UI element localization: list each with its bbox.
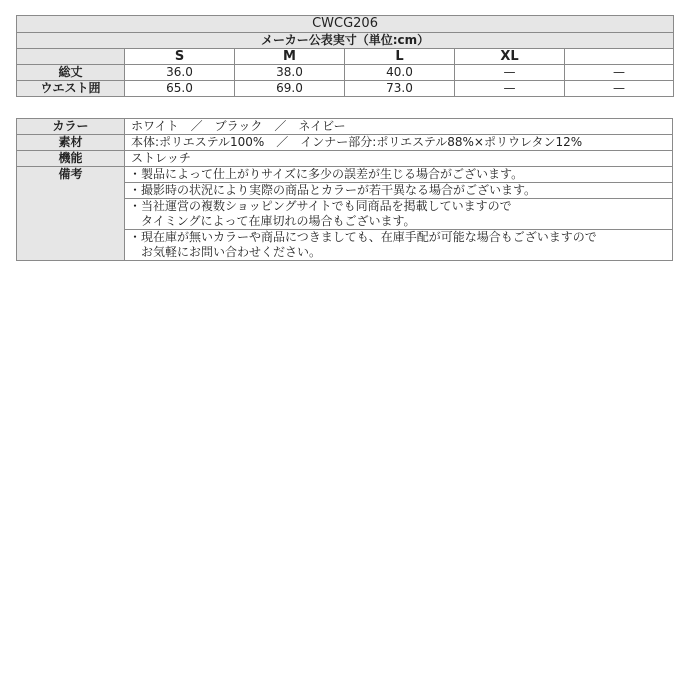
size-header-xl: XL bbox=[455, 49, 565, 65]
table-row bbox=[17, 81, 674, 97]
function-value: ストレッチ bbox=[125, 151, 673, 167]
note-line: ・撮影時の状況により実際の商品とカラーが若干異なる場合がございます。 bbox=[129, 183, 537, 197]
note-line-continued: お気軽にお問い合わせください。 bbox=[129, 245, 322, 259]
size-header-blank bbox=[565, 49, 674, 65]
cell-waist-m: 69.0 bbox=[235, 81, 345, 97]
cell-length-extra: — bbox=[565, 65, 674, 81]
table-row bbox=[17, 65, 674, 81]
row-label-waist: ウエスト囲 bbox=[17, 81, 125, 97]
table-row bbox=[17, 167, 673, 183]
table-row bbox=[17, 151, 673, 167]
table-row bbox=[17, 119, 673, 135]
cell-waist-extra: — bbox=[565, 81, 674, 97]
product-code: CWCG206 bbox=[17, 16, 674, 33]
note-item bbox=[125, 199, 673, 230]
size-table bbox=[16, 15, 674, 97]
cell-waist-s: 65.0 bbox=[125, 81, 235, 97]
material-label: 素材 bbox=[17, 135, 125, 151]
note-line: ・当社運営の複数ショッピングサイトでも同商品を掲載していますので bbox=[129, 199, 512, 213]
note-line-continued: タイミングによって在庫切れの場合もございます。 bbox=[129, 214, 416, 228]
size-header-row bbox=[17, 49, 674, 65]
cell-length-s: 36.0 bbox=[125, 65, 235, 81]
size-table-subtitle: メーカー公表実寸（単位:cm） bbox=[17, 33, 674, 49]
row-label-length: 総丈 bbox=[17, 65, 125, 81]
table-row bbox=[17, 135, 673, 151]
note-item bbox=[125, 183, 673, 199]
color-label: カラー bbox=[17, 119, 125, 135]
note-item bbox=[125, 230, 673, 261]
notes-label: 備考 bbox=[17, 167, 125, 261]
size-header-corner bbox=[17, 49, 125, 65]
cell-length-l: 40.0 bbox=[345, 65, 455, 81]
cell-length-m: 38.0 bbox=[235, 65, 345, 81]
size-header-s: S bbox=[125, 49, 235, 65]
size-header-m: M bbox=[235, 49, 345, 65]
color-value: ホワイト ／ ブラック ／ ネイビー bbox=[125, 119, 673, 135]
cell-waist-l: 73.0 bbox=[345, 81, 455, 97]
note-line: ・現在庫が無いカラーや商品につきましても、在庫手配が可能な場合もございますので bbox=[129, 230, 597, 244]
function-label: 機能 bbox=[17, 151, 125, 167]
note-item bbox=[125, 167, 673, 183]
material-value: 本体:ポリエステル100% ／ インナー部分:ポリエステル88%×ポリウレタン12% bbox=[125, 135, 673, 151]
note-line: ・製品によって仕上がりサイズに多少の誤差が生じる場合がございます。 bbox=[129, 167, 524, 181]
cell-length-xl: — bbox=[455, 65, 565, 81]
spec-table bbox=[16, 118, 673, 261]
size-header-l: L bbox=[345, 49, 455, 65]
cell-waist-xl: — bbox=[455, 81, 565, 97]
